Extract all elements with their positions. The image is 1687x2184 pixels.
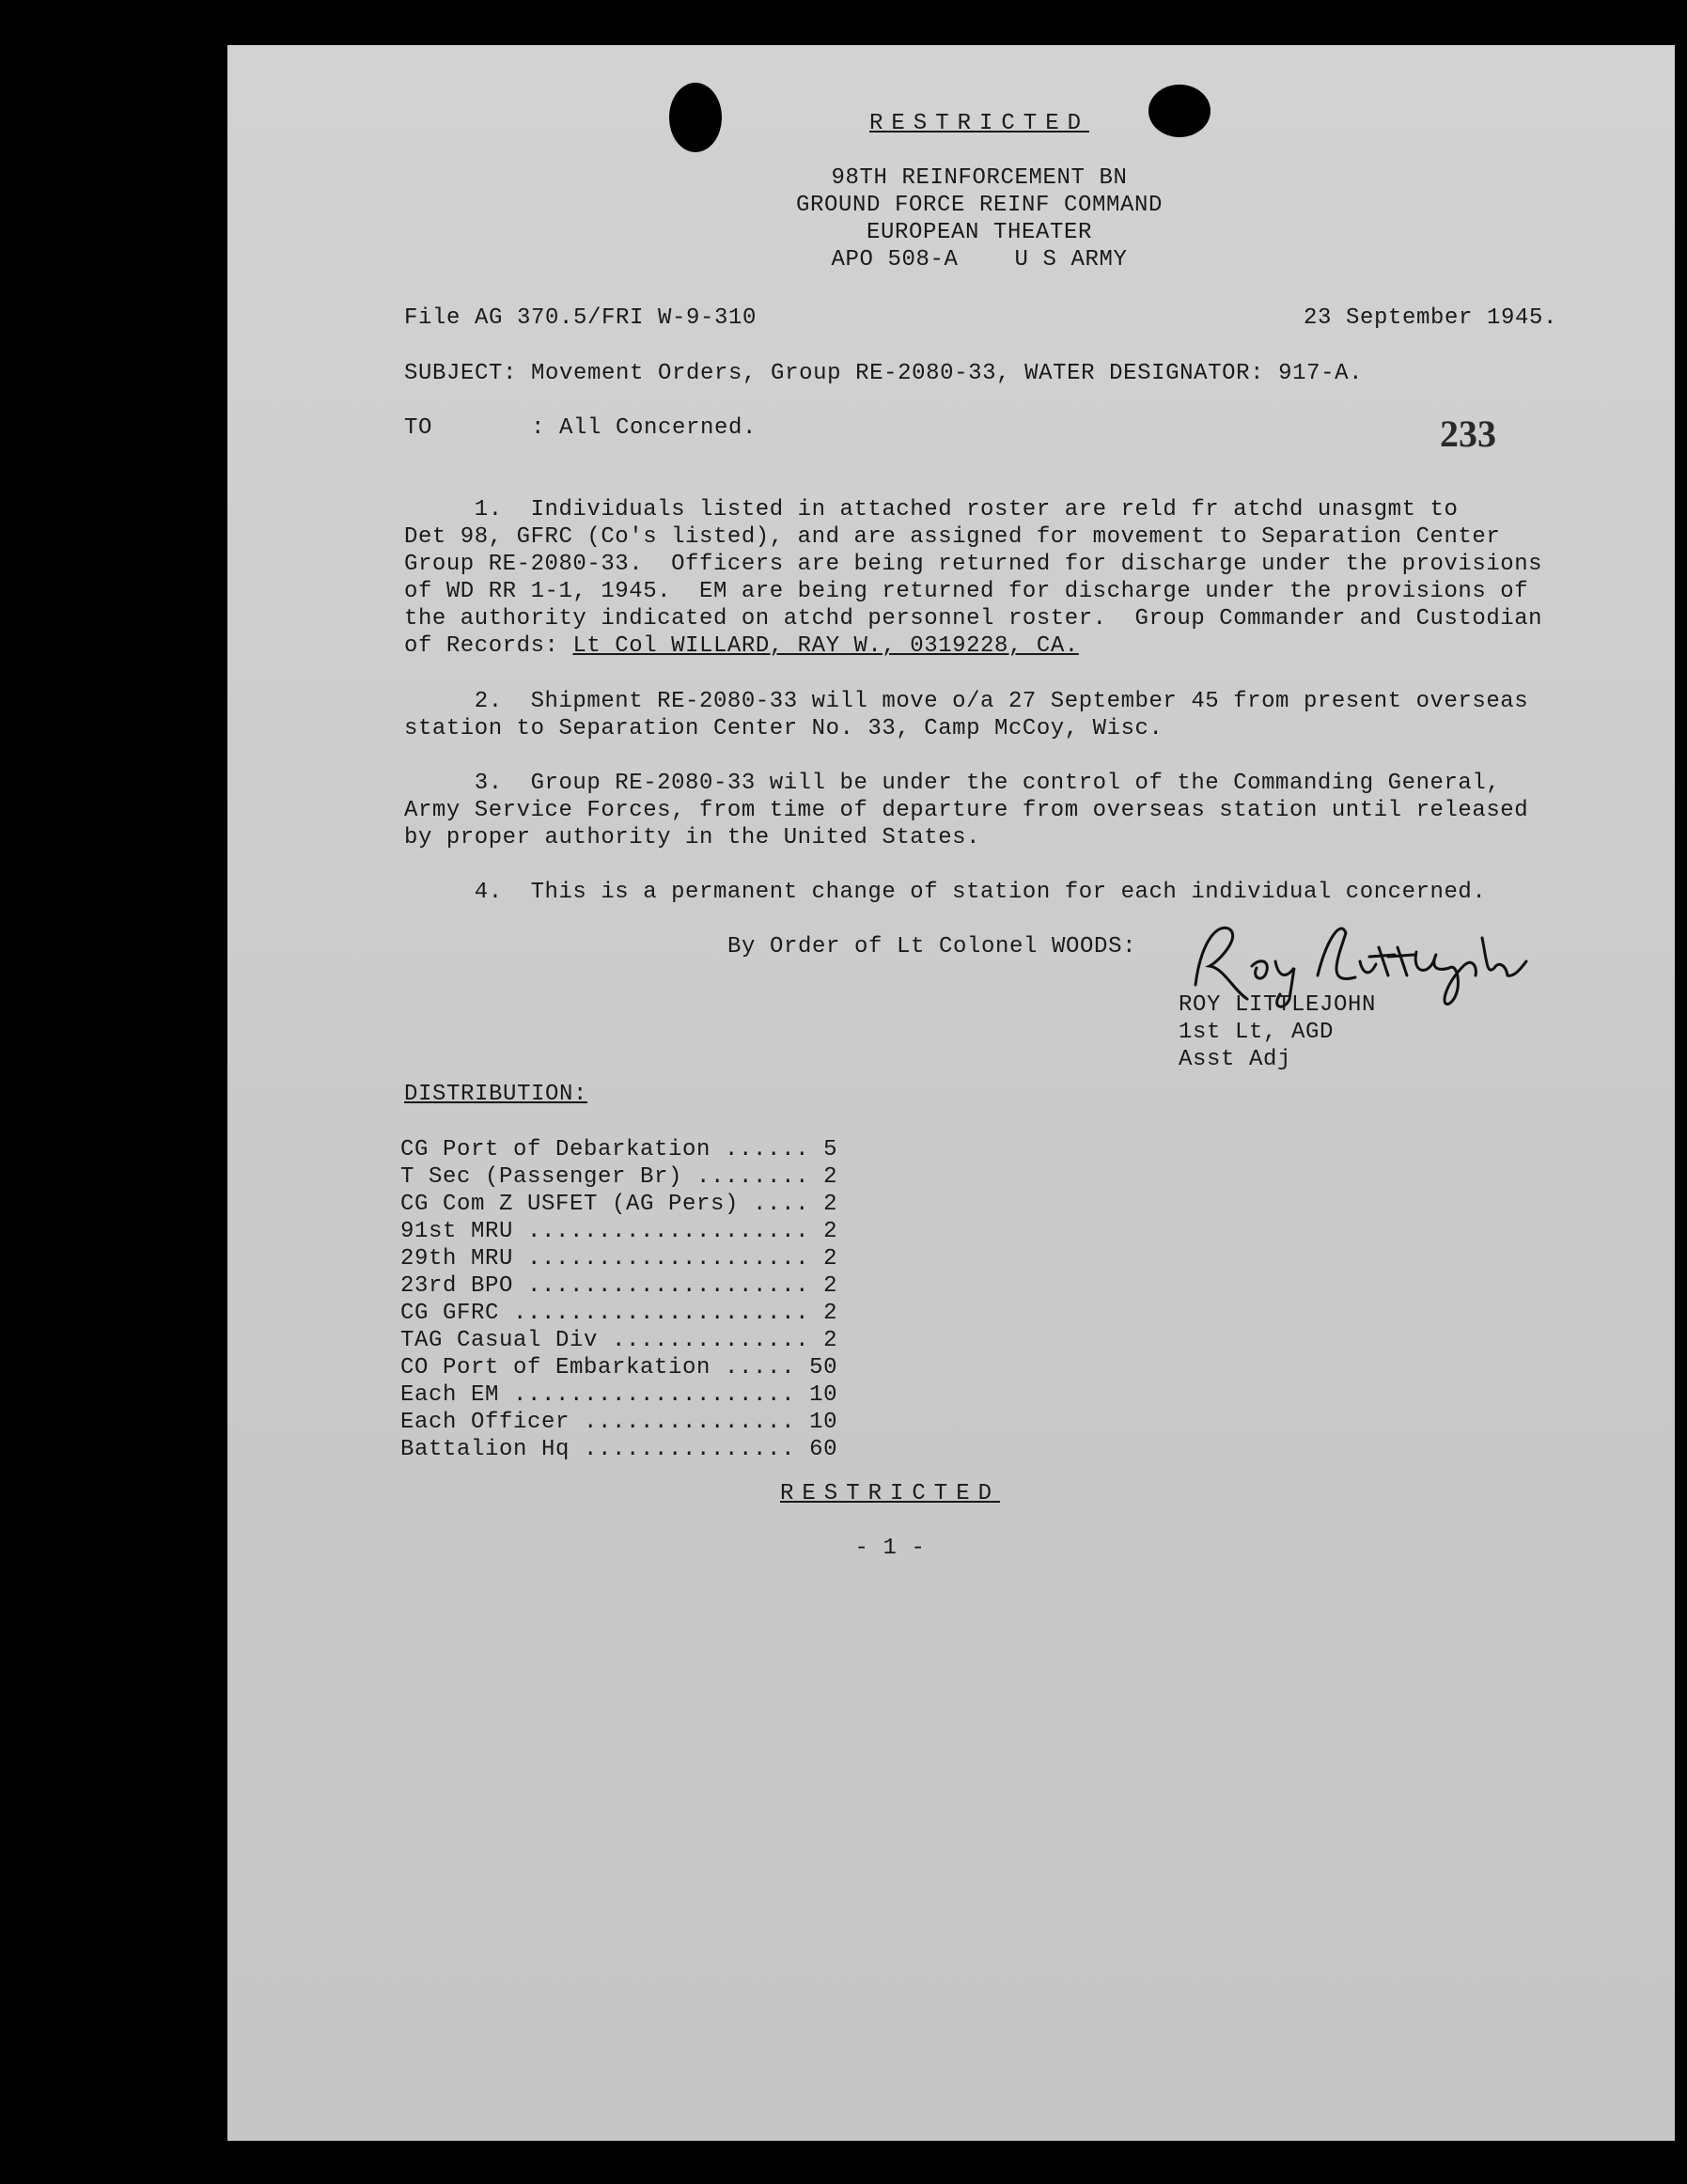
paragraph-line: Army Service Forces, from time of departure from overseas station until released <box>404 798 1529 823</box>
distribution-row: 29th MRU .................... 2 <box>400 1246 838 1271</box>
theater-name: EUROPEAN THEATER <box>866 220 1093 245</box>
paragraph-line: Group RE-2080-33. Officers are being returned for discharge under the provisions <box>404 552 1543 577</box>
document-number: 233 <box>1440 413 1496 455</box>
document-date: 23 September 1945. <box>1304 305 1558 331</box>
signatory-rank: 1st Lt, AGD <box>1179 1020 1335 1045</box>
distribution-row: 23rd BPO .................... 2 <box>400 1273 838 1299</box>
paragraph-line: 3. Group RE-2080-33 will be under the control of the Commanding General, <box>404 771 1501 796</box>
distribution-row: Battalion Hq ............... 60 <box>400 1437 838 1462</box>
distribution-row: CO Port of Embarkation ..... 50 <box>400 1355 838 1381</box>
paragraph-line: 2. Shipment RE-2080-33 will move o/a 27 September 45 from present overseas <box>404 689 1529 714</box>
to-line: TO : All Concerned. <box>404 415 758 441</box>
distribution-row: CG GFRC ..................... 2 <box>400 1301 838 1326</box>
unit-name: 98TH REINFORCEMENT BN <box>831 165 1128 191</box>
distribution-heading: DISTRIBUTION: <box>404 1082 588 1107</box>
distribution-row: CG Port of Debarkation ...... 5 <box>400 1137 838 1162</box>
classification-bottom: RESTRICTED <box>779 1481 1001 1506</box>
paragraph-line <box>404 635 1079 658</box>
paragraph-line: Det 98, GFRC (Co's listed), and are assigned for movement to Separation Center <box>404 524 1501 550</box>
group-commander-name: Lt Col WILLARD, RAY W., 0319228, CA. <box>572 633 1079 659</box>
distribution-row: Each Officer ............... 10 <box>400 1410 838 1435</box>
apo-line: APO 508-A U S ARMY <box>831 247 1128 273</box>
paragraph-line: the authority indicated on atchd personnel roster. Group Commander and Custodian <box>404 606 1543 632</box>
distribution-row: Each EM .................... 10 <box>400 1382 838 1408</box>
paragraph-line: 1. Individuals listed in attached roster are reld fr atchd unasgmt to <box>404 497 1459 523</box>
paragraph-line: by proper authority in the United States. <box>404 825 981 850</box>
file-reference: File AG 370.5/FRI W-9-310 <box>404 305 758 331</box>
subject-line: SUBJECT: Movement Orders, Group RE-2080-33, WATER DESIGNATOR: 917-A. <box>404 361 1364 386</box>
distribution-row: 91st MRU .................... 2 <box>400 1219 838 1244</box>
command-name: GROUND FORCE REINF COMMAND <box>795 193 1164 218</box>
paragraph-line: 4. This is a permanent change of station for each individual concerned. <box>404 880 1487 905</box>
page-number: - 1 - <box>854 1536 926 1561</box>
order-line: By Order of Lt Colonel WOODS: <box>727 934 1137 959</box>
paragraph-line: station to Separation Center No. 33, Camp McCoy, Wisc. <box>404 716 1164 741</box>
classification-top: RESTRICTED <box>868 111 1090 136</box>
distribution-row: CG Com Z USFET (AG Pers) .... 2 <box>400 1192 838 1217</box>
distribution-row: TAG Casual Div .............. 2 <box>400 1328 838 1353</box>
document-page <box>227 45 1675 2141</box>
signatory-name: ROY LITTLEJOHN <box>1179 992 1377 1018</box>
distribution-row: T Sec (Passenger Br) ........ 2 <box>400 1164 838 1190</box>
paragraph-line: of WD RR 1-1, 1945. EM are being returned for discharge under the provisions of <box>404 579 1529 604</box>
records-label: of Records: <box>404 633 573 659</box>
signatory-title: Asst Adj <box>1179 1047 1292 1072</box>
